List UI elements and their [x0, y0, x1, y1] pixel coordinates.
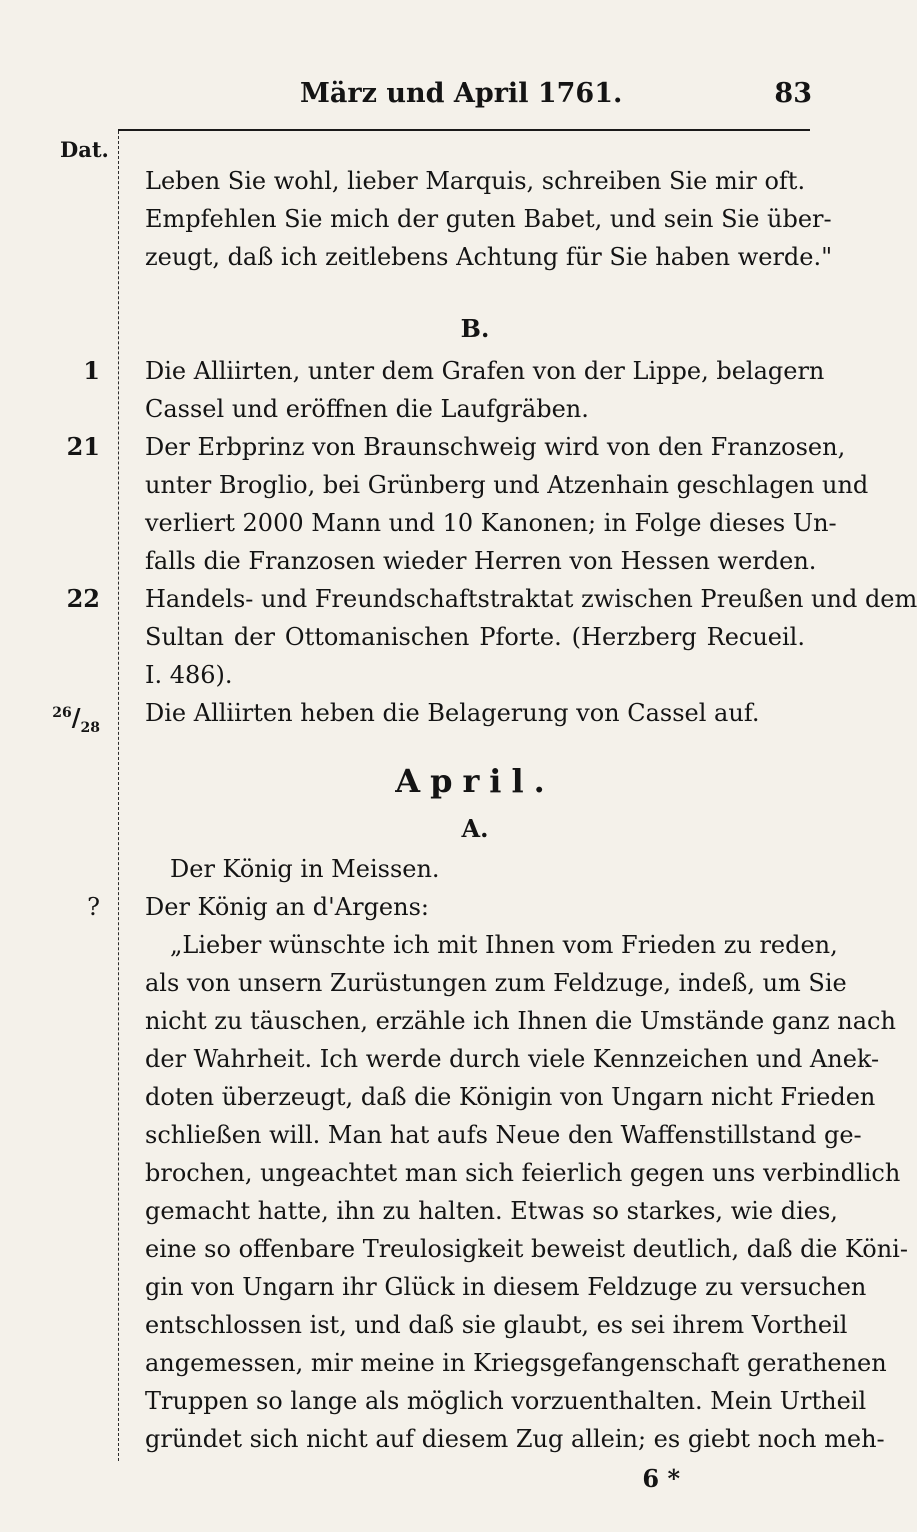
- text-line: der Wahrheit. Ich werde durch viele Kennzeichen und Anek-: [145, 1045, 880, 1073]
- date-entry: 21: [66, 432, 100, 461]
- text-line: Handels- und Freundschaftstraktat zwischen Preußen und dem: [145, 585, 917, 613]
- date-entry: ?: [87, 893, 100, 921]
- text-line: unter Broglio, bei Grünberg und Atzenhain geschlagen und: [145, 471, 869, 499]
- text-line: eine so offenbare Treulosigkeit beweist deutlich, daß die Köni-: [145, 1235, 908, 1263]
- date-column-heading: Dat.: [60, 137, 109, 162]
- text-line: Der Erbprinz von Braunschweig wird von den Franzosen,: [145, 433, 846, 461]
- text-line: Leben Sie wohl, lieber Marquis, schreiben Sie mir oft.: [145, 167, 806, 195]
- text-line: I. 486).: [145, 661, 233, 689]
- date-fraction-numerator: 26: [52, 705, 72, 721]
- text-line: Empfehlen Sie mich der guten Babet, und sein Sie über-: [145, 205, 832, 233]
- text-line: als von unsern Zurüstungen zum Feldzuge, indeß, um Sie: [145, 969, 847, 997]
- text-line: Der König an d'Argens:: [145, 893, 429, 921]
- text-line: gemacht hatte, ihn zu halten. Etwas so starkes, wie dies,: [145, 1197, 838, 1225]
- signature-mark: 6 *: [642, 1464, 680, 1493]
- date-entry: 1: [83, 356, 100, 385]
- text-line: schließen will. Man hat aufs Neue den Waffenstillstand ge-: [145, 1121, 862, 1149]
- text-line: brochen, ungeachtet man sich feierlich gegen uns verbindlich: [145, 1159, 901, 1187]
- date-fraction-denominator: 28: [80, 719, 100, 736]
- date-entry-fraction: $^{26}/_{28}$: [52, 703, 100, 736]
- text-line: nicht zu täuschen, erzähle ich Ihnen die Umstände ganz nach: [145, 1007, 896, 1035]
- text-line: „Lieber wünschte ich mit Ihnen vom Frieden zu reden,: [170, 931, 838, 959]
- page-number: 83: [774, 78, 812, 109]
- text-line: entschlossen ist, und daß sie glaubt, es sei ihrem Vortheil: [145, 1311, 848, 1339]
- text-line: Der König in Meissen.: [170, 855, 440, 883]
- text-line: doten überzeugt, daß die Königin von Ungarn nicht Frieden: [145, 1083, 876, 1111]
- text-line: Truppen so lange als möglich vorzuenthalten. Mein Urtheil: [145, 1387, 867, 1415]
- section-heading-a: A.: [461, 814, 489, 843]
- text-line: verliert 2000 Mann und 10 Kanonen; in Folge dieses Un-: [145, 509, 837, 537]
- text-line: Die Alliirten heben die Belagerung von Cassel auf.: [145, 699, 760, 727]
- text-line: gin von Ungarn ihr Glück in diesem Feldzuge zu versuchen: [145, 1273, 867, 1301]
- section-heading-b: B.: [460, 314, 490, 343]
- month-heading: April.: [395, 762, 555, 800]
- date-entry: 22: [66, 584, 100, 613]
- text-line: angemessen, mir meine in Kriegsgefangenschaft gerathenen: [145, 1349, 887, 1377]
- running-header-title: März und April 1761.: [300, 78, 623, 109]
- header-rule: [118, 129, 810, 131]
- text-line: gründet sich nicht auf diesem Zug allein; es giebt noch meh-: [145, 1425, 885, 1453]
- text-line: Sultan der Ottomanischen Pforte. (Herzberg Recueil.: [145, 623, 805, 651]
- text-line: falls die Franzosen wieder Herren von Hessen werden.: [145, 547, 817, 575]
- text-line: zeugt, daß ich zeitlebens Achtung für Sie haben werde.": [145, 243, 833, 271]
- text-line: Die Alliirten, unter dem Grafen von der Lippe, belagern: [145, 357, 825, 385]
- date-column-divider: [118, 131, 120, 1461]
- text-line: Cassel und eröffnen die Laufgräben.: [145, 395, 589, 423]
